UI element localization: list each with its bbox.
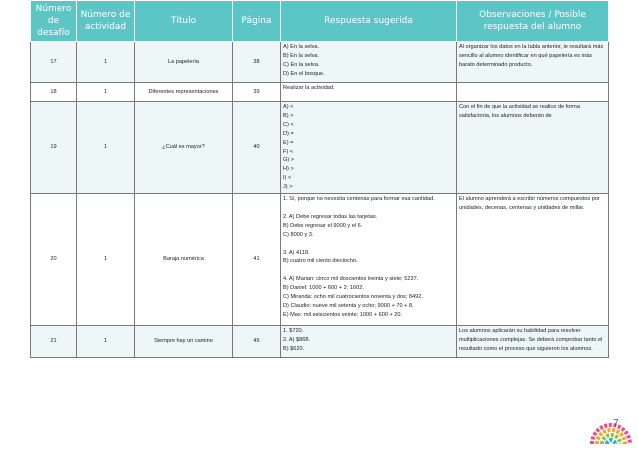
cell-pagina: 45 xyxy=(233,326,281,358)
table-row xyxy=(31,102,609,194)
cell-desafio: 19 xyxy=(31,102,77,194)
header-respuesta-sugerida: Respuesta sugerida xyxy=(281,1,457,42)
header-observaciones: Observaciones / Posible respuesta del alumno xyxy=(457,1,609,42)
cell-actividad: 1 xyxy=(77,326,135,358)
cell-titulo: Diferentes representaciones xyxy=(135,83,233,102)
cell-titulo: Baraja numérica xyxy=(135,194,233,326)
header-numero-actividad: Número de actividad xyxy=(77,1,135,42)
cell-titulo: ¿Cuál es mayor? xyxy=(135,102,233,194)
cell-desafio: 18 xyxy=(31,83,77,102)
cell-actividad: 1 xyxy=(77,42,135,83)
header-pagina: Página xyxy=(233,1,281,42)
page-number: 7 xyxy=(613,418,619,429)
cell-actividad: 1 xyxy=(77,102,135,194)
cell-respuesta: A) En la selva. B) En la selva. C) En la selva. D) En el bosque. xyxy=(281,42,457,83)
cell-observaciones: El alumno aprenderá a escribir números compuestos por unidades, decenas, centenas y unidades de millar. xyxy=(457,194,609,326)
cell-observaciones: Los alumnos aplicarán su habilidad para resolver multiplicaciones complejas. Se deberá comprobar tanto el resultado como el proceso que siguieron los alumnos. xyxy=(457,326,609,358)
cell-pagina: 38 xyxy=(233,42,281,83)
cell-titulo: La papelería xyxy=(135,42,233,83)
cell-desafio: 20 xyxy=(31,194,77,326)
table-row xyxy=(31,194,609,326)
cell-pagina: 39 xyxy=(233,83,281,102)
cell-respuesta: 1. $720. 2. A) $868. B) $620. xyxy=(281,326,457,358)
cell-titulo: Siempre hay un camino xyxy=(135,326,233,358)
header-titulo: Título xyxy=(135,1,233,42)
header-numero-desafio: Número de desafío xyxy=(31,1,77,42)
table-row xyxy=(31,326,609,358)
cell-actividad: 1 xyxy=(77,83,135,102)
cell-actividad: 1 xyxy=(77,194,135,326)
cell-observaciones: Con el fin de que la actividad se realice de forma satisfactoria, los alumnos deberán de xyxy=(457,102,609,194)
cell-pagina: 41 xyxy=(233,194,281,326)
cell-desafio: 17 xyxy=(31,42,77,83)
table-header-row xyxy=(31,1,609,42)
cell-respuesta: 1. Sí, porque no necesita centenas para formar esa cantidad. 2. A) Debe regresar todas las tarjetas. B) Debe regresar el 9000 y el 6. C) 8000 y 3. 3. A) 4118. B) cuatro mil ciento dieciocho. 4. A) Marian: cinco mil doscientos treinta y siete; 5237. B) Daniel: 1000 + 600 + 2; 1602. C) Miranda: ocho mil cuatrocientos noventa y dos; 8492. D) Claudio: nueve mil setenta y ocho; 9000 + 70 + 8. E) Max: mil seiscientos veinte; 1000 + 600 + 20. xyxy=(281,194,457,326)
rainbow-logo xyxy=(588,404,634,448)
cell-respuesta: A) < B) > C) < D) = E) = F) < G) > H) > I) < J) > xyxy=(281,102,457,194)
cell-desafio: 21 xyxy=(31,326,77,358)
table-row xyxy=(31,83,609,102)
cell-respuesta: Realizar la actividad. xyxy=(281,83,457,102)
activities-table xyxy=(30,0,609,358)
table-row xyxy=(31,42,609,83)
cell-observaciones xyxy=(457,83,609,102)
cell-pagina: 40 xyxy=(233,102,281,194)
cell-observaciones: Al organizar los datos en la tabla anterior, le resultará más sencillo al alumno identificar en qué papelería es más barato determinado producto. xyxy=(457,42,609,83)
